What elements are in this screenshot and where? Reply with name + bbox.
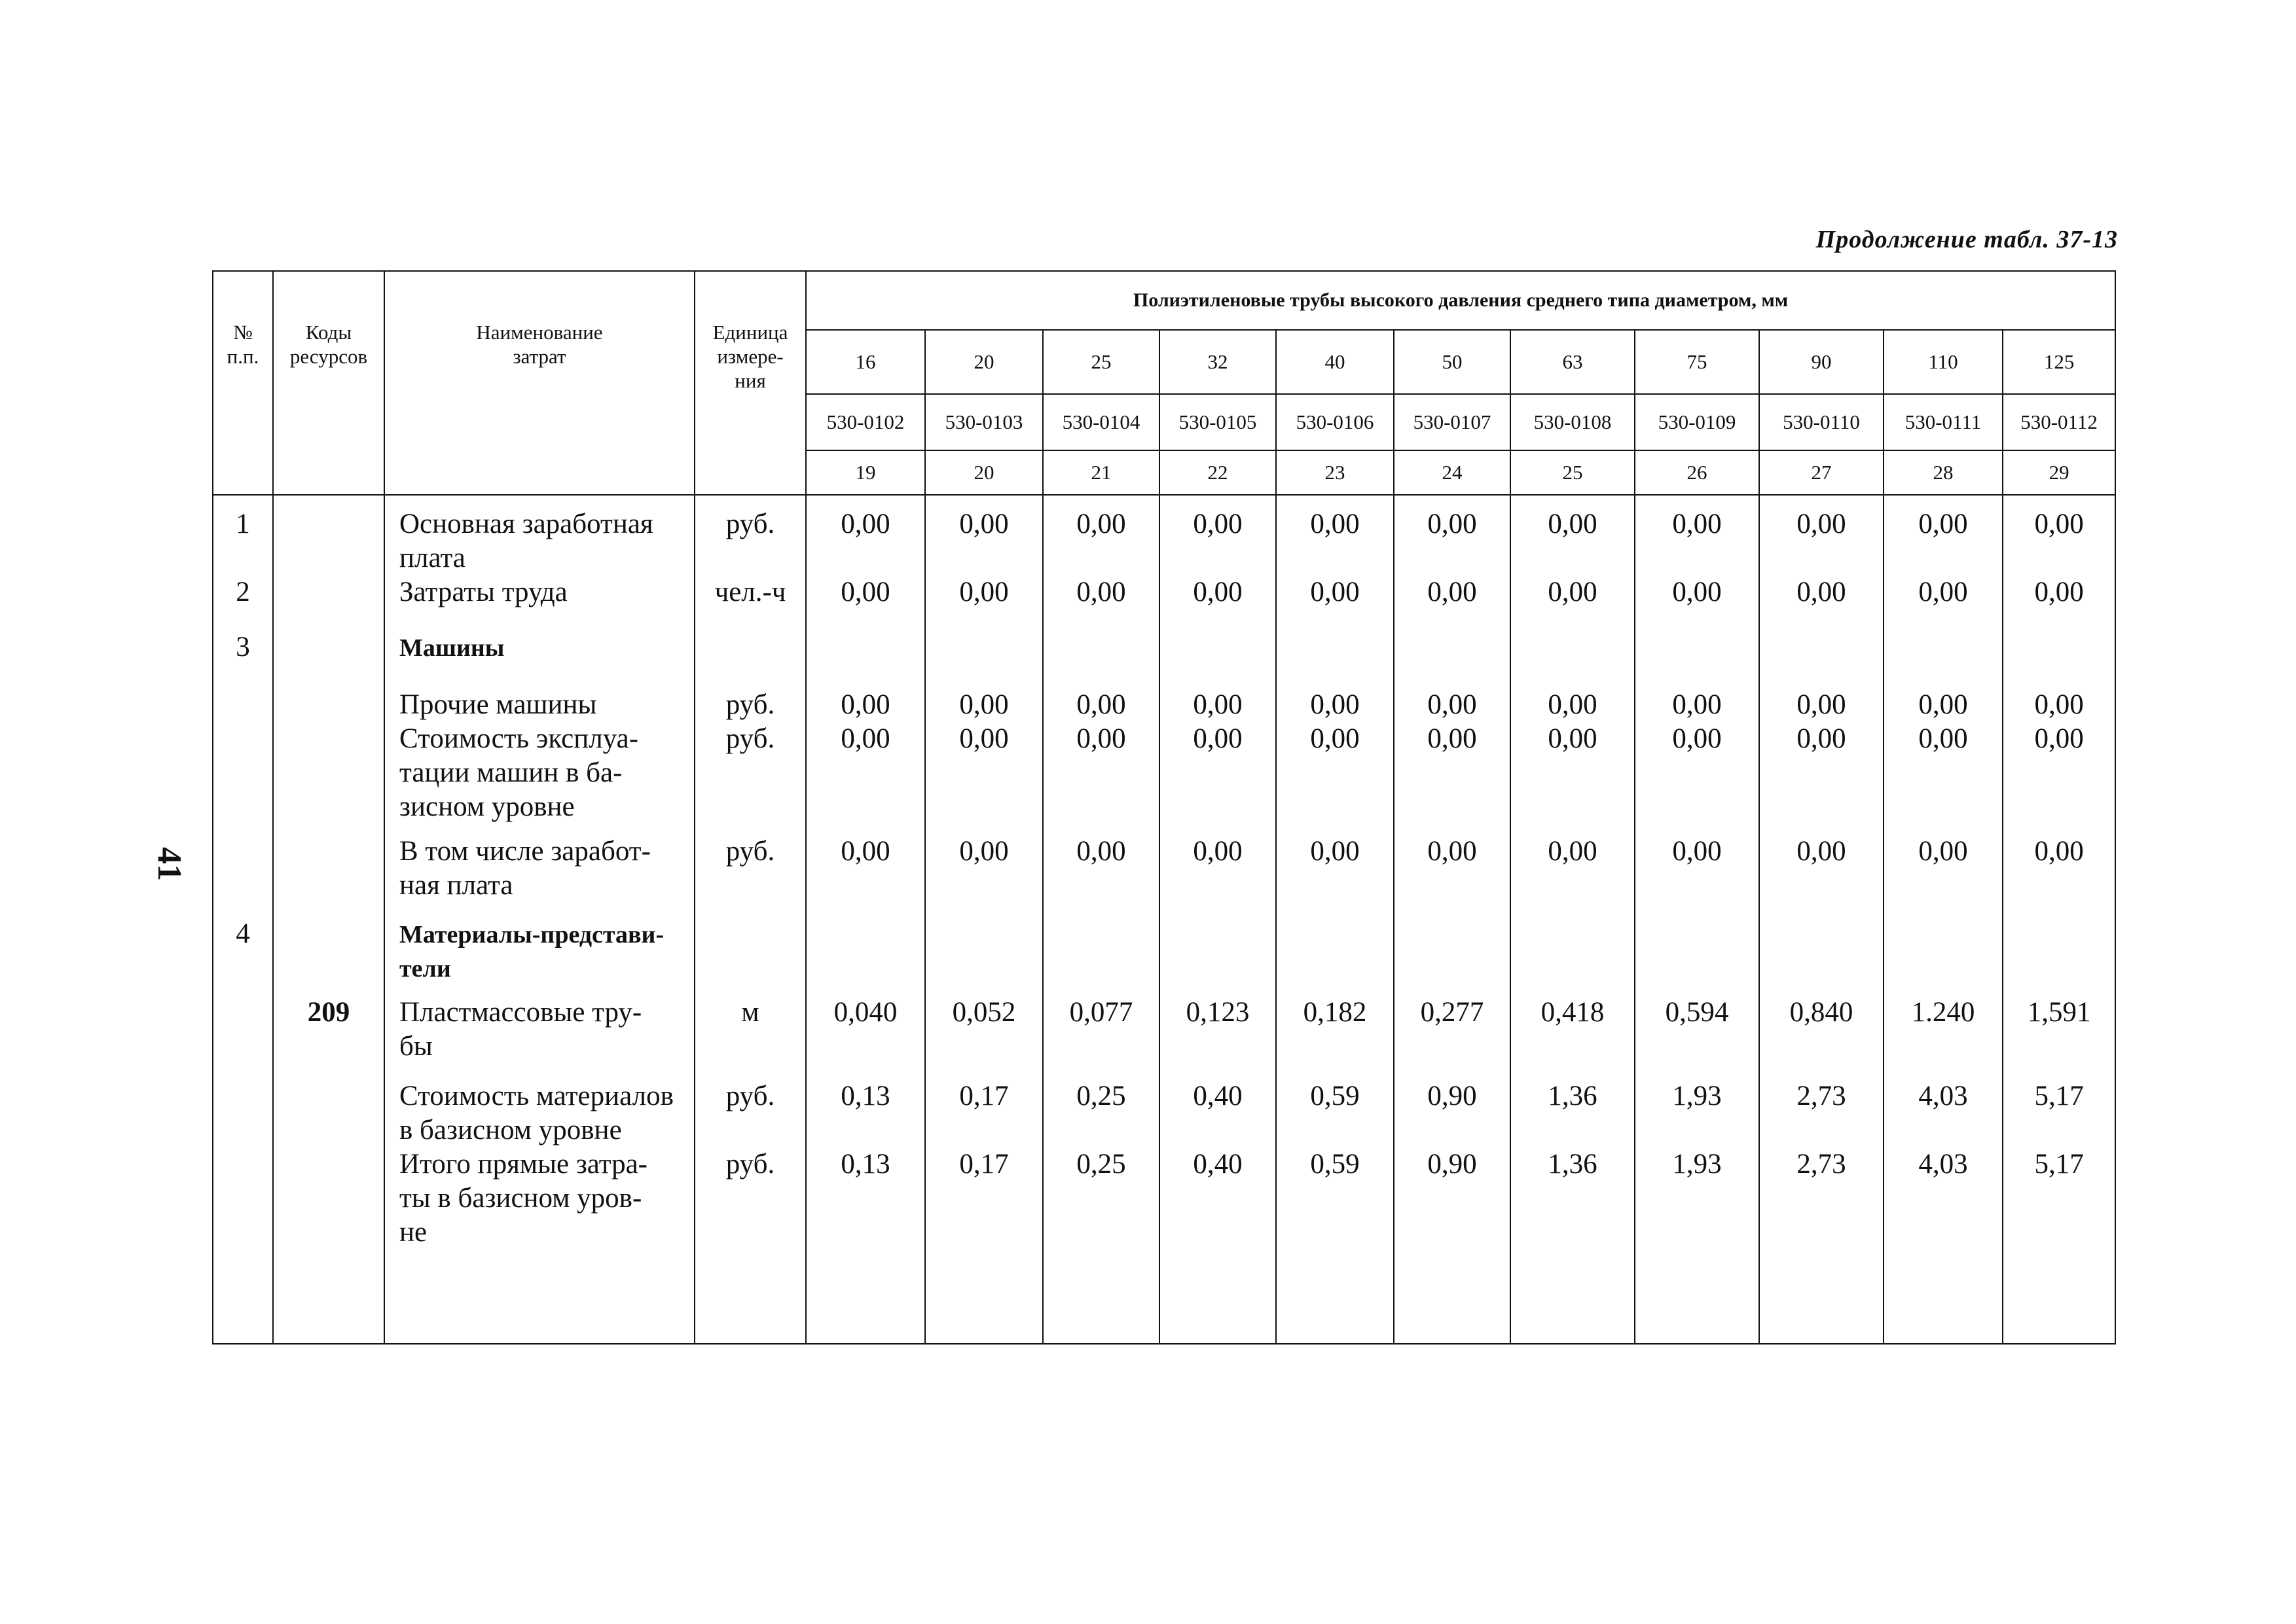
header-diameter: 20 <box>925 330 1043 394</box>
unit: руб. <box>695 495 806 575</box>
value-cell: 0,00 <box>1884 835 2003 917</box>
row-number: 4 <box>213 917 273 996</box>
value-cell: 0,17 <box>925 1079 1043 1147</box>
header-column-number: 25 <box>1510 450 1635 495</box>
value-cell: 0,00 <box>1043 722 1159 835</box>
header-diameter: 110 <box>1884 330 2003 394</box>
table-continuation-caption: Продолжение табл. 37-13 <box>1815 226 2118 253</box>
value-cell: 0,594 <box>1635 996 1759 1079</box>
value-cell: 0,00 <box>1159 575 1276 630</box>
cost-name: Стоимость материалов в базисном уровне <box>384 1079 695 1147</box>
value-cell: 0,00 <box>2003 688 2115 722</box>
value-cell <box>806 630 925 688</box>
header-column-number: 27 <box>1759 450 1884 495</box>
value-cell <box>1394 630 1510 688</box>
header-resource-code: 530-0102 <box>806 394 925 450</box>
value-cell: 0,00 <box>925 688 1043 722</box>
value-cell: 0,00 <box>1276 575 1394 630</box>
header-column-number: 19 <box>806 450 925 495</box>
header-group-title: Полиэтиленовые трубы высокого давления среднего типа диаметром, мм <box>806 271 2115 330</box>
value-cell: 0,00 <box>2003 722 2115 835</box>
header-resource-codes: Коды ресурсов <box>273 271 384 495</box>
value-cell <box>925 630 1043 688</box>
value-cell: 0,052 <box>925 996 1043 1079</box>
header-diameter: 125 <box>2003 330 2115 394</box>
value-cell: 0,00 <box>1884 575 2003 630</box>
value-cell: 0,00 <box>1159 835 1276 917</box>
value-cell: 1,93 <box>1635 1147 1759 1344</box>
value-cell: 0,00 <box>1635 575 1759 630</box>
value-cell: 0,00 <box>2003 495 2115 575</box>
value-cell: 0,00 <box>806 722 925 835</box>
resource-code <box>273 835 384 917</box>
table-row <box>213 917 2115 996</box>
cost-name: Итого прямые затра- ты в базисном уров- не <box>384 1147 695 1344</box>
value-cell <box>1510 917 1635 996</box>
resource-code <box>273 630 384 688</box>
header-diameter: 40 <box>1276 330 1394 394</box>
value-cell: 1,93 <box>1635 1079 1759 1147</box>
value-cell: 1,591 <box>2003 996 2115 1079</box>
value-cell: 1,36 <box>1510 1147 1635 1344</box>
value-cell: 0,00 <box>1510 495 1635 575</box>
value-cell: 0,00 <box>1884 495 2003 575</box>
value-cell: 0,00 <box>1159 688 1276 722</box>
value-cell: 0,00 <box>1510 722 1635 835</box>
header-unit: Единица измере- ния <box>695 271 806 495</box>
value-cell: 4,03 <box>1884 1147 2003 1344</box>
table-row <box>213 1079 2115 1147</box>
header-resource-code: 530-0108 <box>1510 394 1635 450</box>
value-cell: 0,90 <box>1394 1079 1510 1147</box>
value-cell: 0,00 <box>1394 575 1510 630</box>
resource-code <box>273 688 384 722</box>
page-number: 41 <box>151 847 188 881</box>
value-cell: 0,13 <box>806 1079 925 1147</box>
section-heading: Материалы-представи- тели <box>399 921 665 983</box>
value-cell <box>1043 917 1159 996</box>
value-cell: 2,73 <box>1759 1147 1884 1344</box>
table-header <box>213 271 2115 495</box>
value-cell: 1.240 <box>1884 996 2003 1079</box>
value-cell: 0,00 <box>806 835 925 917</box>
value-cell: 0,00 <box>1394 835 1510 917</box>
table-row <box>213 630 2115 688</box>
header-column-number: 21 <box>1043 450 1159 495</box>
cost-table <box>212 270 2116 1344</box>
row-number <box>213 835 273 917</box>
value-cell: 0,00 <box>1759 575 1884 630</box>
cost-name: В том числе заработ- ная плата <box>384 835 695 917</box>
value-cell: 0,840 <box>1759 996 1884 1079</box>
value-cell: 0,00 <box>1635 688 1759 722</box>
value-cell: 0,00 <box>1884 722 2003 835</box>
value-cell: 0,182 <box>1276 996 1394 1079</box>
value-cell: 0,90 <box>1394 1147 1510 1344</box>
table-row <box>213 1147 2115 1344</box>
header-column-number: 22 <box>1159 450 1276 495</box>
cost-name: Стоимость эксплуа- тации машин в ба- зисном уровне <box>384 722 695 835</box>
value-cell: 0,00 <box>2003 835 2115 917</box>
cost-name <box>384 917 695 996</box>
value-cell: 0,00 <box>1635 835 1759 917</box>
value-cell: 0,00 <box>1510 835 1635 917</box>
table-row <box>213 495 2115 575</box>
table-row <box>213 996 2115 1079</box>
value-cell <box>806 917 925 996</box>
header-diameter: 16 <box>806 330 925 394</box>
value-cell: 0,00 <box>1759 495 1884 575</box>
value-cell: 0,00 <box>1043 495 1159 575</box>
header-resource-code: 530-0103 <box>925 394 1043 450</box>
header-diameter: 25 <box>1043 330 1159 394</box>
value-cell <box>2003 917 2115 996</box>
value-cell <box>1884 917 2003 996</box>
value-cell <box>1276 630 1394 688</box>
header-diameter: 90 <box>1759 330 1884 394</box>
value-cell: 0,40 <box>1159 1079 1276 1147</box>
unit: руб. <box>695 1079 806 1147</box>
resource-code <box>273 575 384 630</box>
cost-name: Пластмассовые тру- бы <box>384 996 695 1079</box>
value-cell: 0,00 <box>1759 835 1884 917</box>
value-cell: 0,00 <box>1510 575 1635 630</box>
resource-code: 209 <box>273 996 384 1079</box>
header-column-number: 23 <box>1276 450 1394 495</box>
value-cell: 0,13 <box>806 1147 925 1344</box>
value-cell <box>1759 630 1884 688</box>
value-cell: 0,077 <box>1043 996 1159 1079</box>
row-number: 1 <box>213 495 273 575</box>
header-resource-code: 530-0112 <box>2003 394 2115 450</box>
resource-code <box>273 722 384 835</box>
value-cell: 0,00 <box>2003 575 2115 630</box>
value-cell <box>1159 917 1276 996</box>
header-cost-name: Наименование затрат <box>384 271 695 495</box>
unit: м <box>695 996 806 1079</box>
value-cell: 0,25 <box>1043 1079 1159 1147</box>
header-column-number: 29 <box>2003 450 2115 495</box>
value-cell: 0,00 <box>1394 495 1510 575</box>
section-heading: Машины <box>399 634 505 662</box>
header-resource-code: 530-0104 <box>1043 394 1159 450</box>
value-cell: 0,00 <box>1159 722 1276 835</box>
unit: чел.-ч <box>695 575 806 630</box>
header-column-number: 20 <box>925 450 1043 495</box>
value-cell: 0,59 <box>1276 1147 1394 1344</box>
cost-name: Затраты труда <box>384 575 695 630</box>
row-number <box>213 1079 273 1147</box>
unit <box>695 917 806 996</box>
value-cell: 5,17 <box>2003 1079 2115 1147</box>
value-cell <box>1635 917 1759 996</box>
value-cell: 4,03 <box>1884 1079 2003 1147</box>
cost-name: Прочие машины <box>384 688 695 722</box>
resource-code <box>273 1147 384 1344</box>
value-cell: 0,17 <box>925 1147 1043 1344</box>
value-cell: 0,040 <box>806 996 925 1079</box>
header-num: № п.п. <box>213 271 273 495</box>
value-cell: 0,00 <box>925 575 1043 630</box>
row-number: 2 <box>213 575 273 630</box>
value-cell: 0,418 <box>1510 996 1635 1079</box>
unit <box>695 630 806 688</box>
value-cell <box>1884 630 2003 688</box>
value-cell: 0,00 <box>1394 688 1510 722</box>
header-diameter: 75 <box>1635 330 1759 394</box>
value-cell: 0,00 <box>1276 688 1394 722</box>
header-resource-code: 530-0107 <box>1394 394 1510 450</box>
header-column-number: 26 <box>1635 450 1759 495</box>
header-diameter: 63 <box>1510 330 1635 394</box>
unit: руб. <box>695 722 806 835</box>
table-body <box>213 495 2115 1344</box>
header-column-number: 24 <box>1394 450 1510 495</box>
value-cell: 0,00 <box>1276 722 1394 835</box>
value-cell: 0,00 <box>806 495 925 575</box>
value-cell: 0,00 <box>1635 495 1759 575</box>
header-column-number: 28 <box>1884 450 2003 495</box>
table-row <box>213 722 2115 835</box>
value-cell <box>925 917 1043 996</box>
header-diameter: 50 <box>1394 330 1510 394</box>
row-number <box>213 1147 273 1344</box>
header-resource-code: 530-0109 <box>1635 394 1759 450</box>
value-cell <box>1043 630 1159 688</box>
value-cell: 0,00 <box>1759 688 1884 722</box>
value-cell: 0,00 <box>1759 722 1884 835</box>
value-cell: 0,00 <box>1043 688 1159 722</box>
row-number <box>213 688 273 722</box>
value-cell: 0,00 <box>1635 722 1759 835</box>
row-number <box>213 996 273 1079</box>
value-cell: 1,36 <box>1510 1079 1635 1147</box>
value-cell: 0,00 <box>806 688 925 722</box>
resource-code <box>273 495 384 575</box>
table-row <box>213 688 2115 722</box>
cost-name <box>384 630 695 688</box>
value-cell: 0,00 <box>1159 495 1276 575</box>
value-cell: 0,00 <box>1510 688 1635 722</box>
value-cell: 0,277 <box>1394 996 1510 1079</box>
table-row <box>213 835 2115 917</box>
value-cell <box>1759 917 1884 996</box>
value-cell: 0,00 <box>1276 495 1394 575</box>
resource-code <box>273 1079 384 1147</box>
unit: руб. <box>695 688 806 722</box>
value-cell: 0,40 <box>1159 1147 1276 1344</box>
value-cell: 0,00 <box>1394 722 1510 835</box>
table-row <box>213 575 2115 630</box>
resource-code <box>273 917 384 996</box>
value-cell <box>1159 630 1276 688</box>
row-number <box>213 722 273 835</box>
value-cell: 0,00 <box>1043 835 1159 917</box>
value-cell <box>2003 630 2115 688</box>
value-cell: 0,00 <box>806 575 925 630</box>
value-cell: 5,17 <box>2003 1147 2115 1344</box>
value-cell <box>1276 917 1394 996</box>
header-resource-code: 530-0105 <box>1159 394 1276 450</box>
value-cell: 0,00 <box>1276 835 1394 917</box>
value-cell: 0,00 <box>925 835 1043 917</box>
header-resource-code: 530-0110 <box>1759 394 1884 450</box>
value-cell: 0,00 <box>925 495 1043 575</box>
unit: руб. <box>695 835 806 917</box>
unit: руб. <box>695 1147 806 1344</box>
value-cell <box>1510 630 1635 688</box>
header-resource-code: 530-0111 <box>1884 394 2003 450</box>
value-cell <box>1635 630 1759 688</box>
value-cell: 0,59 <box>1276 1079 1394 1147</box>
row-number: 3 <box>213 630 273 688</box>
value-cell: 2,73 <box>1759 1079 1884 1147</box>
cost-name: Основная заработная плата <box>384 495 695 575</box>
value-cell: 0,00 <box>925 722 1043 835</box>
value-cell: 0,25 <box>1043 1147 1159 1344</box>
value-cell <box>1394 917 1510 996</box>
value-cell: 0,00 <box>1884 688 2003 722</box>
value-cell: 0,123 <box>1159 996 1276 1079</box>
value-cell: 0,00 <box>1043 575 1159 630</box>
header-diameter: 32 <box>1159 330 1276 394</box>
header-resource-code: 530-0106 <box>1276 394 1394 450</box>
